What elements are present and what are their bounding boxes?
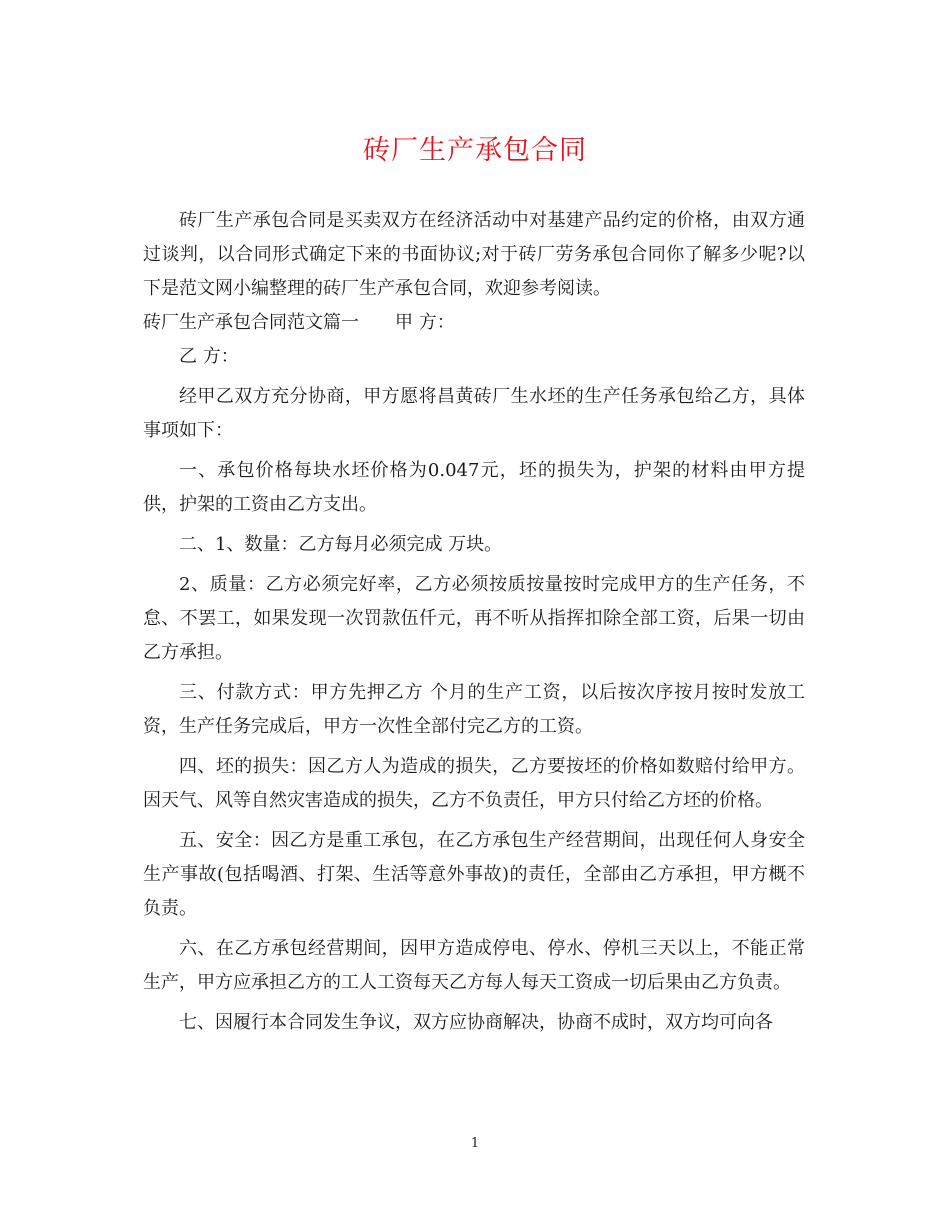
clause-7-dispute-paragraph: 七、因履行本合同发生争议，双方应协商解决，协商不成时，双方均可向各: [179, 1012, 773, 1033]
agreement-paragraph: 经甲乙双方充分协商，甲方愿将昌黄砖厂生水坯的生产任务承包给乙方，具体事项如下：: [143, 386, 805, 441]
page-number: 1: [470, 1136, 480, 1151]
intro-paragraph: 砖厂生产承包合同是买卖双方在经济活动中对基建产品约定的价格，由双方通过谈判，以合同形式确定下来的书面协议;对于砖厂劳务承包合同你了解多少呢?以下是范文网小编整理的砖厂生产承包合同，欢迎参考阅读。: [143, 210, 805, 299]
party-b-line: 乙 方：: [179, 346, 239, 367]
clause-2-quantity-paragraph: 二、1、数量：乙方每月必须完成 万块。: [179, 534, 503, 555]
clause-6-outage-paragraph: 六、在乙方承包经营期间，因甲方造成停电、停水、停机三天以上，不能正常生产，甲方应承担乙方的工人工资每天乙方每人每天工资成一切后果由乙方负责。: [143, 938, 805, 993]
section-heading-party-a: 砖厂生产承包合同范文篇一 甲 方：: [143, 312, 455, 333]
clause-2-quality-paragraph: 2、质量：乙方必须完好率，乙方必须按质按量按时完成甲方的生产任务，不怠、不罢工，如果发现一次罚款伍仟元，再不听从指挥扣除全部工资，后果一切由乙方承担。: [143, 574, 805, 663]
clause-1-paragraph: 一、承包价格每块水坯价格为0.047元，坯的损失为，护架的材料由甲方提供，护架的工资由乙方支出。: [143, 460, 805, 515]
document-title: 砖厂生产承包合同: [363, 135, 587, 166]
clause-3-payment-paragraph: 三、付款方式：甲方先押乙方 个月的生产工资，以后按次序按月按时发放工资，生产任务完成后，甲方一次性全部付完乙方的工资。: [143, 682, 805, 737]
clause-5-safety-paragraph: 五、安全：因乙方是重工承包，在乙方承包生产经营期间，出现任何人身安全生产事故(包括喝酒、打架、生活等意外事故)的责任，全部由乙方承担，甲方概不负责。: [143, 830, 805, 919]
clause-4-loss-paragraph: 四、坯的损失：因乙方人为造成的损失，乙方要按坯的价格如数赔付给甲方。因天气、风等自然灾害造成的损失，乙方不负责任，甲方只付给乙方坯的价格。: [143, 756, 805, 811]
document-body: [143, 204, 805, 1046]
